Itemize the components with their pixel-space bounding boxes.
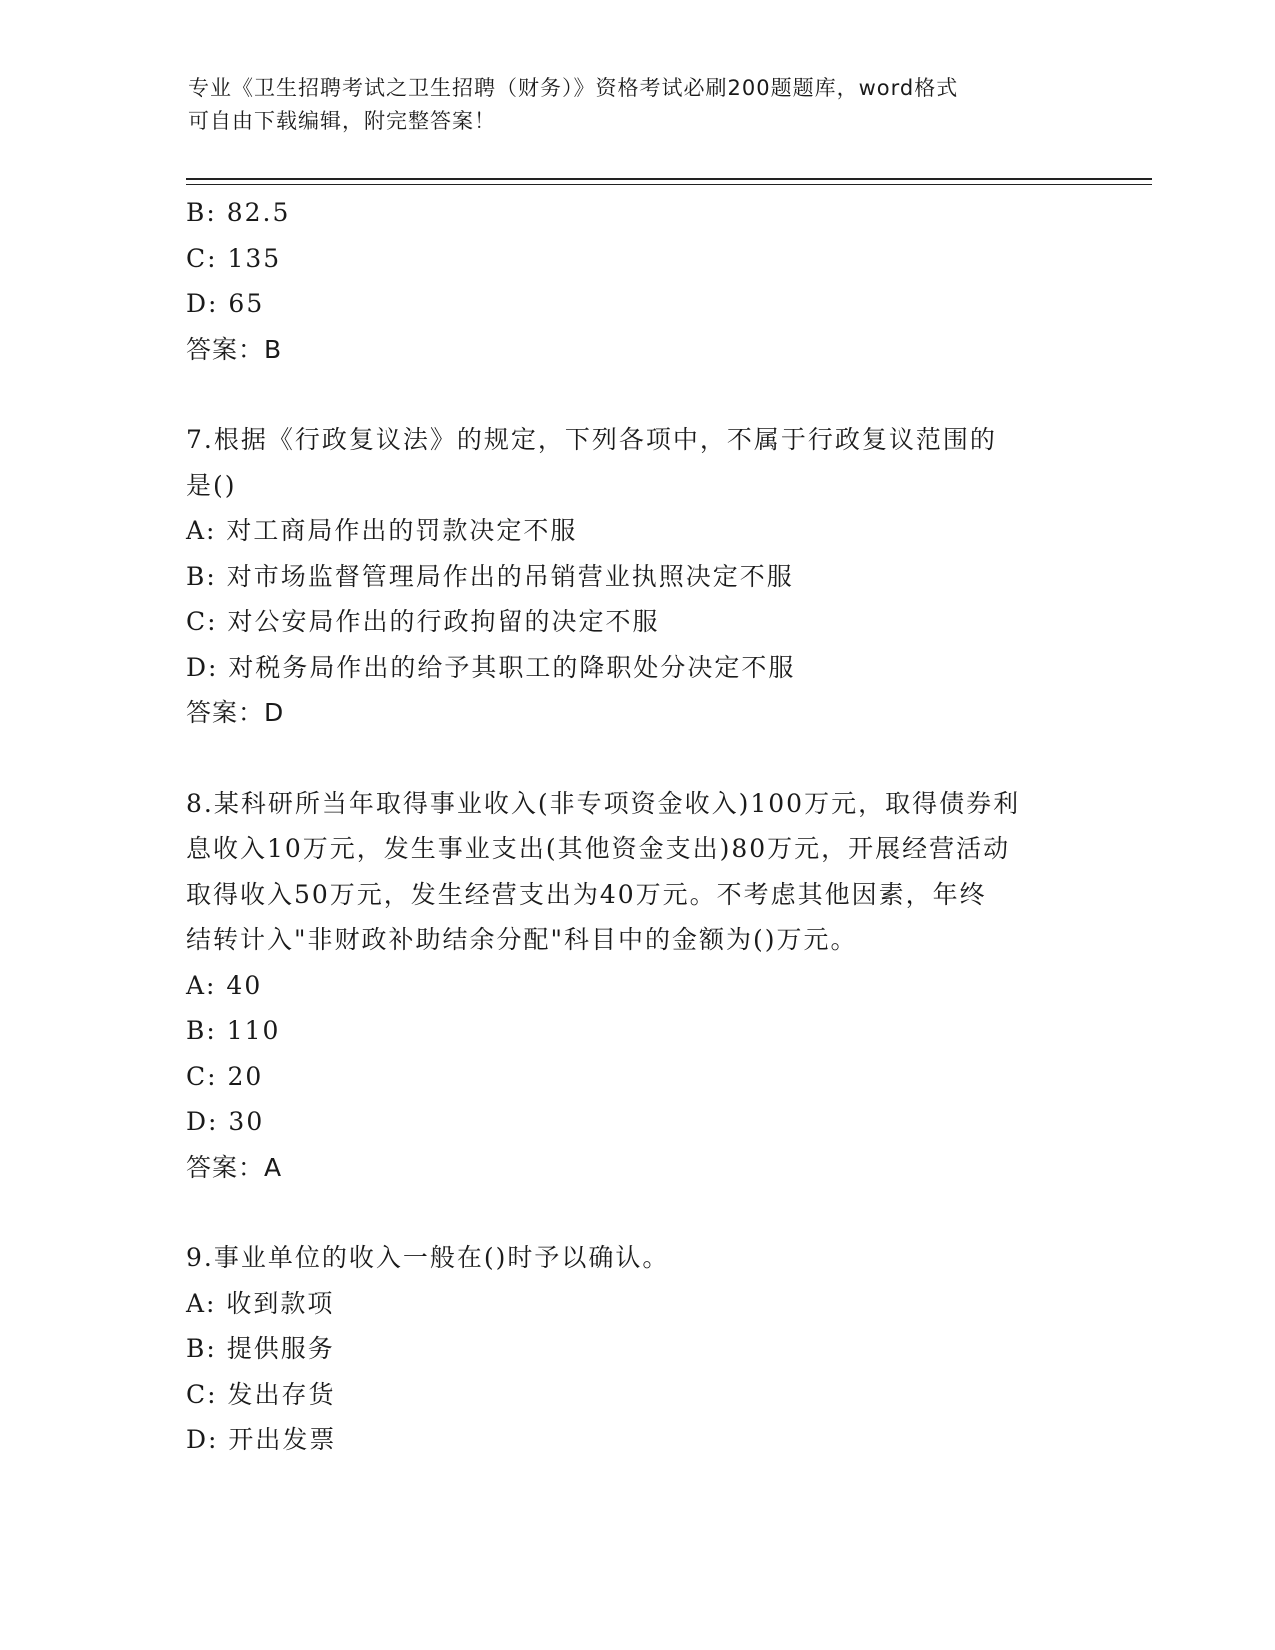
option-c: C: 20 <box>186 1061 264 1091</box>
question-7 <box>186 417 1086 736</box>
spacer <box>186 736 1086 781</box>
header-rule-thick <box>186 178 1152 180</box>
option-c: C: 135 <box>186 243 282 273</box>
header-rule-thin <box>186 184 1152 185</box>
answer-line: 答案：A <box>186 1152 283 1182</box>
question-text-line: 是() <box>186 470 237 500</box>
question-9 <box>186 1235 1086 1463</box>
option-d: D: 30 <box>186 1107 265 1136</box>
option-d: D: 对税务局作出的给予其职工的降职处分决定不服 <box>186 652 796 682</box>
spacer <box>186 1190 1086 1235</box>
question-text-line: 息收入10万元，发生事业支出(其他资金支出)80万元，开展经营活动 <box>186 834 1011 863</box>
option-b: B: 82.5 <box>186 198 291 227</box>
option-a: A: 对工商局作出的罚款决定不服 <box>186 516 578 545</box>
question-text-line: 8.某科研所当年取得事业收入(非专项资金收入)100万元，取得债券利 <box>186 788 1021 818</box>
question-6-continued <box>186 190 1086 372</box>
option-a: A: 40 <box>186 970 263 1000</box>
header-line-1: 专业《卫生招聘考试之卫生招聘（财务）》资格考试必刷200题题库，word格式 <box>188 76 959 100</box>
answer-line: 答案：D <box>186 698 285 727</box>
option-c: C: 对公安局作出的行政拘留的决定不服 <box>186 607 660 636</box>
option-b: B: 110 <box>186 1016 281 1045</box>
question-8 <box>186 781 1086 1191</box>
question-content <box>186 190 1086 1463</box>
option-d: D: 开出发票 <box>186 1425 337 1454</box>
option-b: B: 提供服务 <box>186 1334 335 1363</box>
question-text-line: 取得收入50万元，发生经营支出为40万元。不考虑其他因素，年终 <box>186 879 987 909</box>
question-text-line: 7.根据《行政复议法》的规定，下列各项中，不属于行政复议范围的 <box>186 425 997 454</box>
document-header <box>188 72 1068 138</box>
option-c: C: 发出存货 <box>186 1379 336 1409</box>
answer-line: 答案：B <box>186 334 283 364</box>
header-line-2: 可自由下载编辑，附完整答案！ <box>188 109 496 133</box>
option-b: B: 对市场监督管理局作出的吊销营业执照决定不服 <box>186 561 794 591</box>
option-d: D: 65 <box>186 289 265 318</box>
question-text-line: 9.事业单位的收入一般在()时予以确认。 <box>186 1243 670 1272</box>
option-a: A: 收到款项 <box>186 1288 335 1318</box>
spacer <box>186 372 1086 417</box>
question-text-line: 结转计入"非财政补助结余分配"科目中的金额为()万元。 <box>186 925 858 954</box>
